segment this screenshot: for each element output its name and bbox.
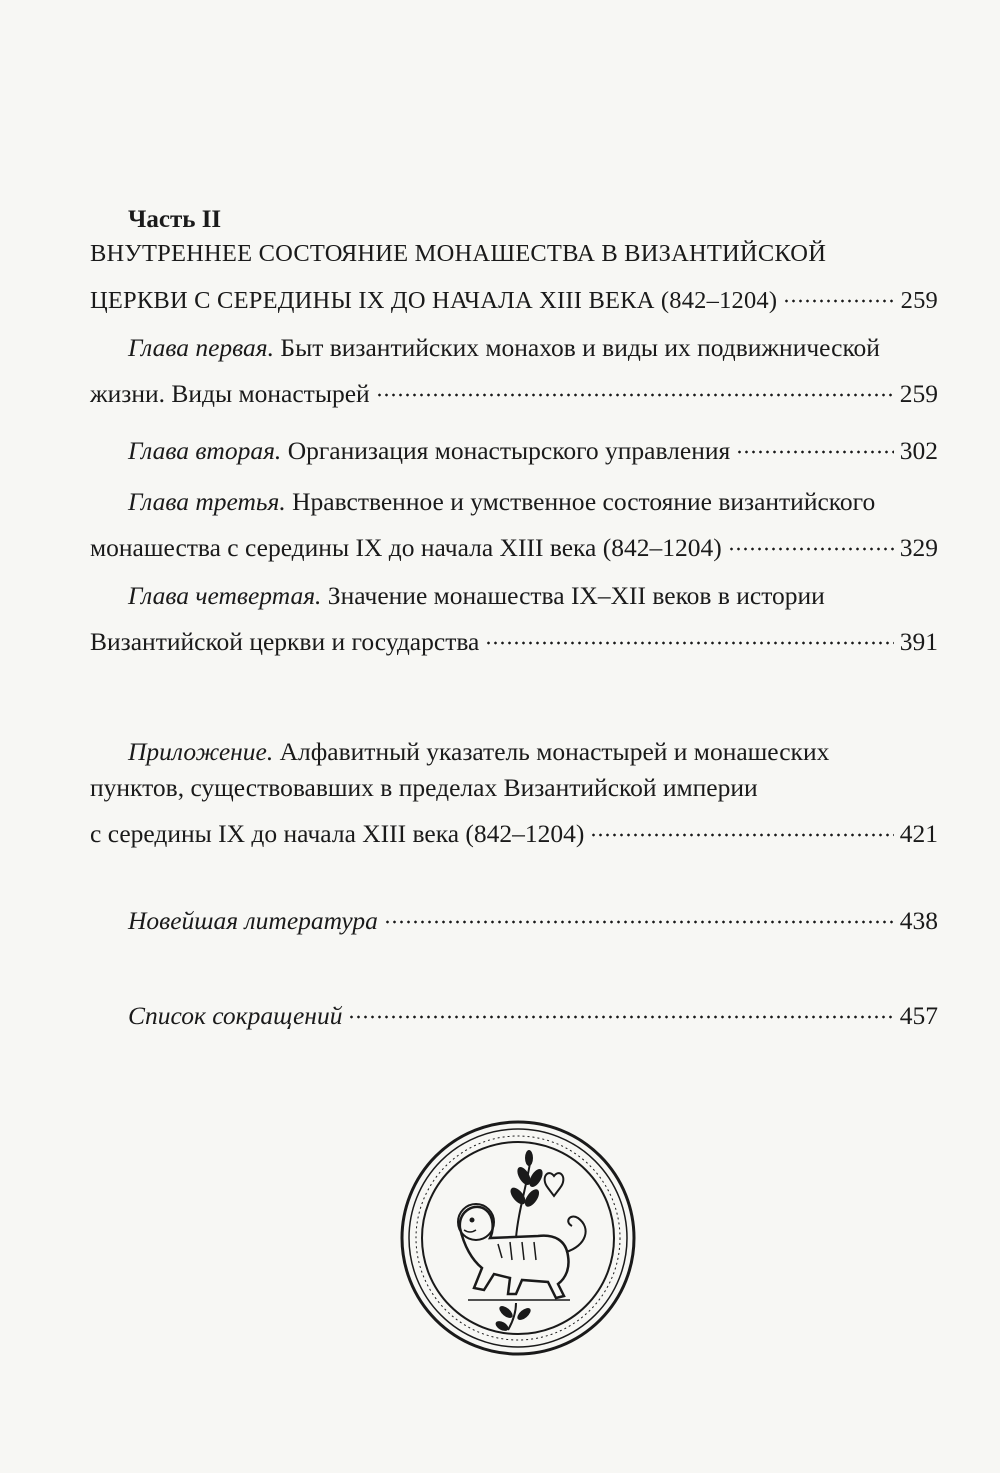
literature-entry [90, 893, 938, 935]
chapter-1-title-part1: Быт византийских монахов и виды их подвижнической [274, 333, 880, 362]
lion-seal-emblem-icon [398, 1118, 638, 1358]
chapter-2-title: Организация монастырского управления [281, 436, 731, 465]
leader-dots [783, 272, 894, 308]
leader-dots [485, 614, 893, 650]
chapter-2-title-wrap [128, 433, 730, 469]
appendix-line3 [90, 806, 938, 848]
abbreviations-page-number: 457 [899, 1001, 938, 1030]
chapter-1-label: Глава первая. [128, 333, 275, 362]
part-section [90, 204, 938, 314]
chapter-2-page-number: 302 [899, 436, 938, 465]
part-label: Часть II [128, 206, 222, 233]
leader-dots [728, 520, 894, 556]
abbreviations-label: Список сокращений [128, 1001, 343, 1030]
chapter-3-title-part2: монашества с середины IX до начала XIII века (842–1204) [90, 533, 722, 562]
literature-label: Новейшая литература [128, 906, 378, 935]
chapter-3-page-number: 329 [899, 533, 938, 562]
chapter-3-title-part1: Нравственное и умственное состояние византийского [285, 487, 876, 516]
leader-dots [384, 893, 894, 929]
chapter-2-entry [90, 423, 938, 465]
chapter-4-entry [90, 578, 938, 656]
chapter-1-page-number: 259 [899, 379, 938, 408]
part-title-line2-text: ЦЕРКВИ С СЕРЕДИНЫ IX ДО НАЧАЛА XIII ВЕКА (842–1204) [90, 287, 778, 314]
literature-page-number: 438 [899, 906, 938, 935]
literature-line [90, 893, 938, 935]
part-title-line1: ВНУТРЕННЕЕ СОСТОЯНИЕ МОНАШЕСТВА В ВИЗАНТИЙСКОЙ [90, 240, 827, 267]
chapter-2-line1 [90, 423, 938, 465]
leader-dots [348, 988, 893, 1024]
chapter-4-line2 [90, 614, 938, 656]
chapter-4-label: Глава четвертая. [128, 581, 322, 610]
chapter-3-label: Глава третья. [128, 487, 286, 516]
appendix-line1 [90, 734, 938, 770]
abbreviations-line [90, 988, 938, 1030]
abbreviations-entry [90, 988, 938, 1030]
chapter-1-line2 [90, 366, 938, 408]
appendix-page-number: 421 [899, 819, 938, 848]
chapter-1-entry [90, 330, 938, 408]
leader-dots [376, 366, 894, 402]
appendix-title-part3: с середины IX до начала XIII века (842–1204) [90, 819, 585, 848]
chapter-4-page-number: 391 [899, 627, 938, 656]
leader-dots [590, 806, 893, 842]
part-page-number: 259 [900, 287, 938, 314]
chapter-4-title-part1: Значение монашества IX–XII веков в истории [321, 581, 825, 610]
leader-dots [736, 423, 893, 459]
chapter-4-title-part2: Византийской церкви и государства [90, 627, 480, 656]
appendix-title-part1: Алфавитный указатель монастырей и монашеских [273, 737, 830, 766]
chapter-3-line2 [90, 520, 938, 562]
chapter-3-line1 [90, 484, 938, 520]
chapter-4-line1 [90, 578, 938, 614]
part-title-line2 [90, 272, 938, 314]
appendix-label: Приложение. [128, 737, 274, 766]
chapter-3-entry [90, 484, 938, 562]
appendix-line2: пунктов, существовавших в пределах Византийской империи [90, 773, 758, 802]
chapter-2-label: Глава вторая. [128, 436, 282, 465]
appendix-entry [90, 734, 938, 848]
chapter-1-title-part2: жизни. Виды монастырей [90, 379, 370, 408]
chapter-1-line1 [90, 330, 938, 366]
